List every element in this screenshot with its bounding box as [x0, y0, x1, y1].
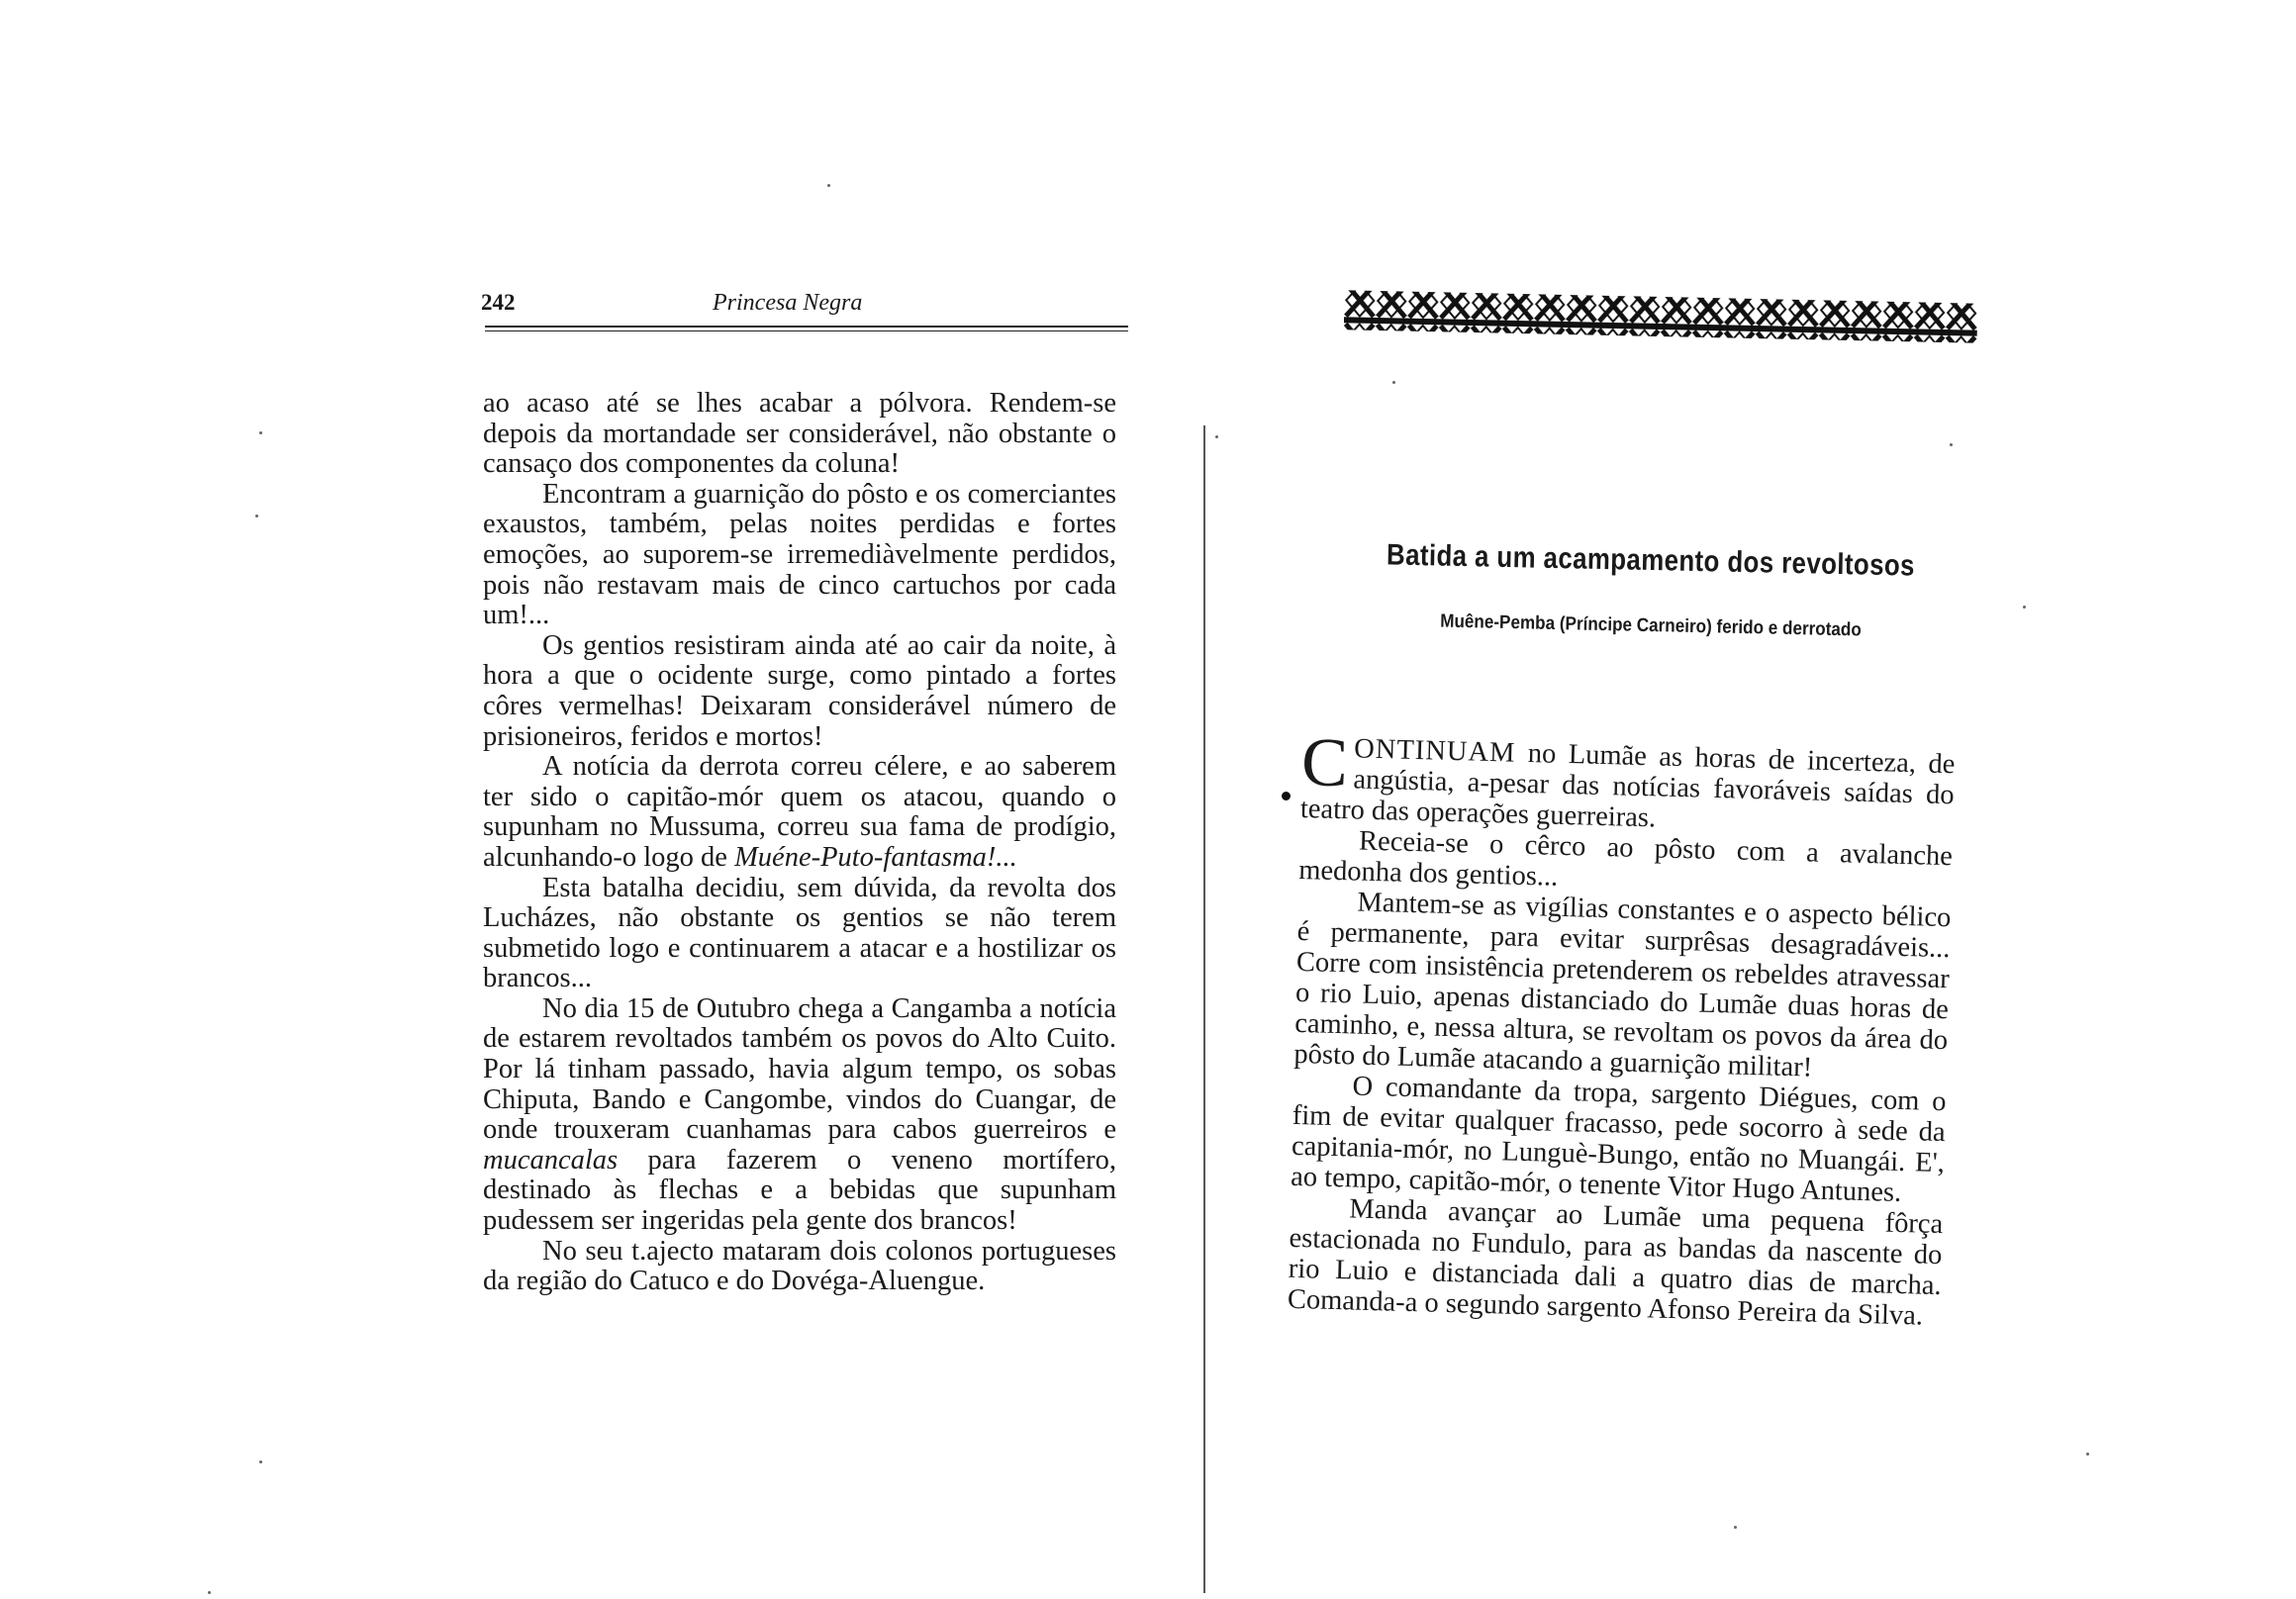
scan-speck: [208, 1591, 211, 1594]
paragraph-text: A notícia da derrota correu célere, e ao saberem ter sido o capitão-mór quem os atacou, quando o supunham no Mussuma, correu sua fama de prodígio, alcunhando-o logo de: [483, 751, 1116, 873]
running-title: Princesa Negra: [713, 290, 863, 316]
paragraph-text: para fazerem o veneno mortífero, destinado às flechas e a bebidas que supunham pudessem ser ingeridas pela gente dos brancos!: [483, 1144, 1117, 1237]
chapter-title: Batida a um acampamento dos revoltosos: [1386, 538, 1916, 583]
page-gutter: [1203, 425, 1205, 1593]
nickname: Muéne-Puto-fantasma!...: [734, 841, 1017, 873]
paragraph: [1299, 724, 1956, 841]
scan-speck: [259, 431, 262, 434]
left-page: [465, 282, 1128, 1297]
paragraph: [483, 752, 1116, 873]
paragraph: O comandante da tropa, sargento Diégues, com o fim de evitar qualquer fracasso, pede socorro à sede da capitania-mór, no Lunguè-Bungo, então no Muangái. E', ao tempo, capitão-mór, o tenente Vitor Hugo Antunes.: [1290, 1071, 1947, 1208]
header-rule: [485, 326, 1128, 331]
paragraph: [483, 994, 1116, 1237]
running-head: [465, 282, 1128, 322]
paragraph: Mantem-se as vigílias constantes e o aspecto bélico é permanente, para evitar surprêsas desagradáveis... Corre com insistência pretenderem os rebeldes atravessar o rio Luio, apenas distanciado do Lumãe duas horas de caminho, e, nessa altura, se revoltam os povos da área do pôsto do Lumãe atacando a guarnição militar!: [1293, 887, 1952, 1083]
paragraph: Os gentios resistiram ainda até ao cair da noite, à hora a que o ocidente surge, como pintado a fortes côres vermelhas! Deixaram considerável número de prisioneiros, feridos e mortos!: [483, 629, 1116, 752]
margin-bullet: [1282, 792, 1291, 800]
right-page: [1287, 287, 1987, 1332]
paragraph: Receia-se o cêrco ao pôsto com a avalanche medonha dos gentios...: [1297, 825, 1954, 893]
opening-words: ONTINUAM: [1353, 733, 1516, 769]
paragraph: No seu t.ajecto mataram dois colonos portugueses da região do Catuco e do Dovéga-Aluengue.: [483, 1235, 1116, 1297]
chapter-subtitle: Muêne-Pemba (Príncipe Carneiro) ferido e derrotado: [1439, 611, 1863, 641]
paragraph: ao acaso até se lhes acabar a pólvora. Rendem-se depois da mortandade ser considerável, não obstante o cansaço dos componentes da coluna!: [483, 388, 1116, 480]
paragraph: Esta batalha decidiu, sem dúvida, da revolta dos Lucházes, não obstante os gentios se não terem submetido logo e continuarem a atacar e a hostilizar os brancos...: [483, 872, 1116, 994]
page-number: 242: [481, 290, 516, 315]
paragraph: Encontram a guarnição do pôsto e os comerciantes exaustos, também, pelas noites perdidas e fortes emoções, ao suporem-se irremediàvelmente perdidos, pois não restavam mais de cinco cartuchos por cada um!...: [483, 478, 1116, 631]
italic-term: mucancalas: [483, 1144, 619, 1176]
paragraph-text: No dia 15 de Outubro chega a Cangamba a notícia de estarem revoltados também os povos do Alto Cuito. Por lá tinham passado, havia algum tempo, os sobas Chiputa, Bando e Cangombe, vindos do Cuangar, de onde trouxeram cuanhamas para cabos guerreiros e: [483, 992, 1116, 1146]
drop-cap: C: [1300, 724, 1349, 802]
right-body-text: [1287, 724, 1956, 1332]
scan-speck: [1215, 435, 1218, 438]
left-body-text: [483, 389, 1116, 1297]
paragraph-text: no Lumãe as horas de incerteza, de angústia, a-pesar das notícias favoráveis saídas do teatro das operações guerreiras.: [1299, 737, 1956, 834]
ornamental-border: [1344, 287, 1977, 346]
scan-speck: [259, 1460, 262, 1463]
scan-speck: [2023, 606, 2026, 609]
scan-speck: [255, 515, 258, 517]
scan-speck: [827, 184, 830, 187]
scan-speck: [1734, 1526, 1737, 1529]
paragraph: Manda avançar ao Lumãe uma pequena fôrça estacionada no Fundulo, para as bandas da nascente do rio Luio e distanciada dali a quatro dias de marcha. Comanda-a o segundo sargento Afonso Pereira da Silva.: [1287, 1193, 1944, 1332]
scan-speck: [2086, 1453, 2089, 1456]
